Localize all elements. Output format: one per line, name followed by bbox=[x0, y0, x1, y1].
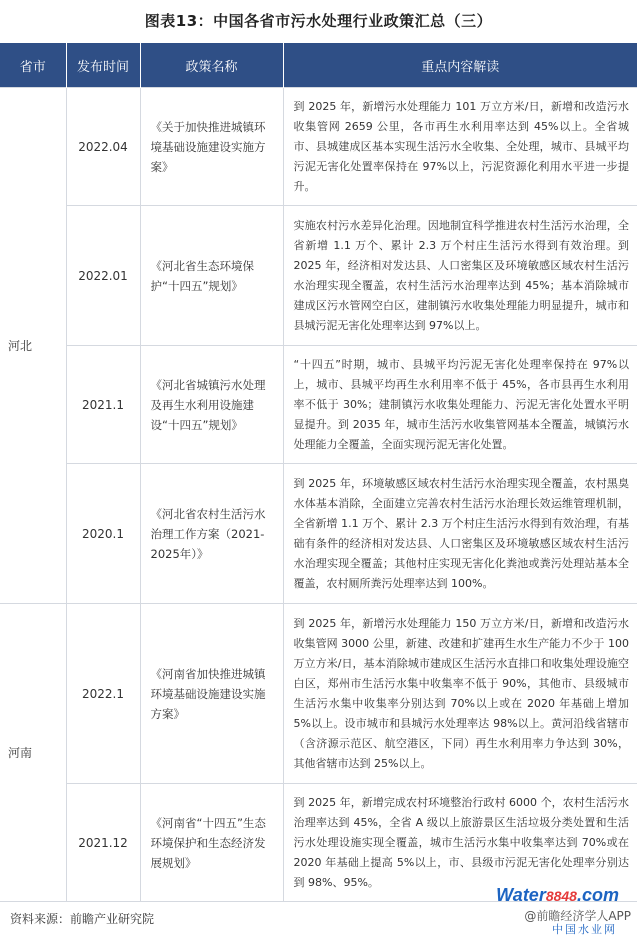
header-policy: 政策名称 bbox=[140, 43, 283, 88]
watermark-logo bbox=[493, 885, 633, 935]
date-cell: 2022.1 bbox=[66, 604, 140, 784]
table-row bbox=[0, 346, 637, 464]
province-cell: 河北 bbox=[0, 88, 66, 604]
header-date: 发布时间 bbox=[66, 43, 140, 88]
table-row bbox=[0, 206, 637, 346]
source-note: 资料来源：前瞻产业研究院 bbox=[10, 912, 155, 926]
policy-cell: 《河北省农村生活污水治理工作方案（2021-2025年）》 bbox=[140, 464, 283, 604]
logo-cn-label: 中国水业网 bbox=[552, 923, 617, 936]
content-cell: 到 2025 年，环境敏感区域农村生活污水治理实现全覆盖，农村黑臭水体基本消除，全面建立完善农村生活污水治理长效运维管理机制，全省新增 1.1 万个、累计 2.3 万个村庄生活污水得到有效治理，有基础有条件的经济相对发达县、人口密集区及环境敏感区域农村生活污水治理实现全覆盖；其他村庄实现无害化化粪池或粪污处理站基本全覆盖，农村厕所粪污处理率达到 100%。 bbox=[283, 464, 637, 604]
policy-cell: 《河北省城镇污水处理及再生水利用设施建设“十四五”规划》 bbox=[140, 346, 283, 464]
content-cell: 到 2025 年，新增污水处理能力 101 万立方米/日，新增和改造污水收集管网 2659 公里，各市再生水利用率达到 45%以上。全省城市、县城建成区基本实现生活污水全收集、全处理，城市、县城平均污泥无害化处置率保持在 97%以上，污泥资源化利用水平进一步提升。 bbox=[283, 88, 637, 206]
table-row bbox=[0, 88, 637, 206]
content-cell: “十四五”时期，城市、县城平均污泥无害化处理率保持在 97%以上，城市、县城平均再生水利用率不低于 45%，各市县再生水利用率不低于 30%；建制镇污水收集处理能力、污泥无害化处置水平明显提升。到 2035 年，城市生活污水收集管网基本全覆盖，城镇污水处理能力全覆盖，全面实现污泥无害化处置。 bbox=[283, 346, 637, 464]
policy-cell: 《河南省加快推进城镇环境基础设施建设实施方案》 bbox=[140, 604, 283, 784]
policy-cell: 《河北省生态环境保护“十四五”规划》 bbox=[140, 206, 283, 346]
table-row bbox=[0, 784, 637, 902]
header-content: 重点内容解读 bbox=[283, 43, 637, 88]
date-cell: 2020.1 bbox=[66, 464, 140, 604]
table-row bbox=[0, 464, 637, 604]
date-cell: 2021.12 bbox=[66, 784, 140, 902]
province-cell: 河南 bbox=[0, 604, 66, 902]
content-cell: 实施农村污水差异化治理。因地制宜科学推进农村生活污水治理，全省新增 1.1 万个、累计 2.3 万个村庄生活污水得到有效治理。到 2025 年，经济相对发达县、人口密集区及环境敏感区域农村生活污水治理实现全覆盖，农村生活污水治理率达到 45%；基本消除城市建成区污水管网空白区，建制镇污水收集处理能力明显提升，城市和县城污泥无害化处理率达到 97%以上。 bbox=[283, 206, 637, 346]
table-row bbox=[0, 604, 637, 784]
logo-app-label: @前瞻经济学人APP bbox=[524, 909, 631, 923]
policy-cell: 《关于加快推进城镇环境基础设施建设实施方案》 bbox=[140, 88, 283, 206]
date-cell: 2022.04 bbox=[66, 88, 140, 206]
policy-table bbox=[0, 43, 637, 902]
table-header-row bbox=[0, 43, 637, 88]
figure-title: 图表13：中国各省市污水处理行业政策汇总（三） bbox=[144, 11, 493, 30]
date-cell: 2021.1 bbox=[66, 346, 140, 464]
content-cell: 到 2025 年，新增污水处理能力 150 万立方米/日，新增和改造污水收集管网 3000 公里，新建、改建和扩建再生水生产能力不少于 100 万立方米/日，基本消除城市建成区生活污水直排口和收集处理设施空白区，郑州市生活污水集中收集率不低于 90%，其他市、县级城市生活污水集中收集率分别达到 70%以上或在 2020 年基础上增加 5%以上。设市城市和县城污水处理率达 98%以上。黄河沿线省辖市（含济源示范区、航空港区，下同）再生水利用率力争达到 30%，其他省辖市达到 25%以上。 bbox=[283, 604, 637, 784]
policy-cell: 《河南省“十四五”生态环境保护和生态经济发展规划》 bbox=[140, 784, 283, 902]
content-cell: 到 2025 年，新增完成农村环境整治行政村 6000 个，农村生活污水治理率达到 45%，全省 A 级以上旅游景区生活垃圾分类处置和生活污水处理设施实现全覆盖，城市生活污水集中收集率达到 70%或在 2020 年基础上提高 5%以上，市、县级市污泥无害化处理率分别达到 98%、95%。 bbox=[283, 784, 637, 902]
header-province: 省市 bbox=[0, 43, 66, 88]
date-cell: 2022.01 bbox=[66, 206, 140, 346]
logo-brand: Water8848.com bbox=[496, 885, 619, 905]
